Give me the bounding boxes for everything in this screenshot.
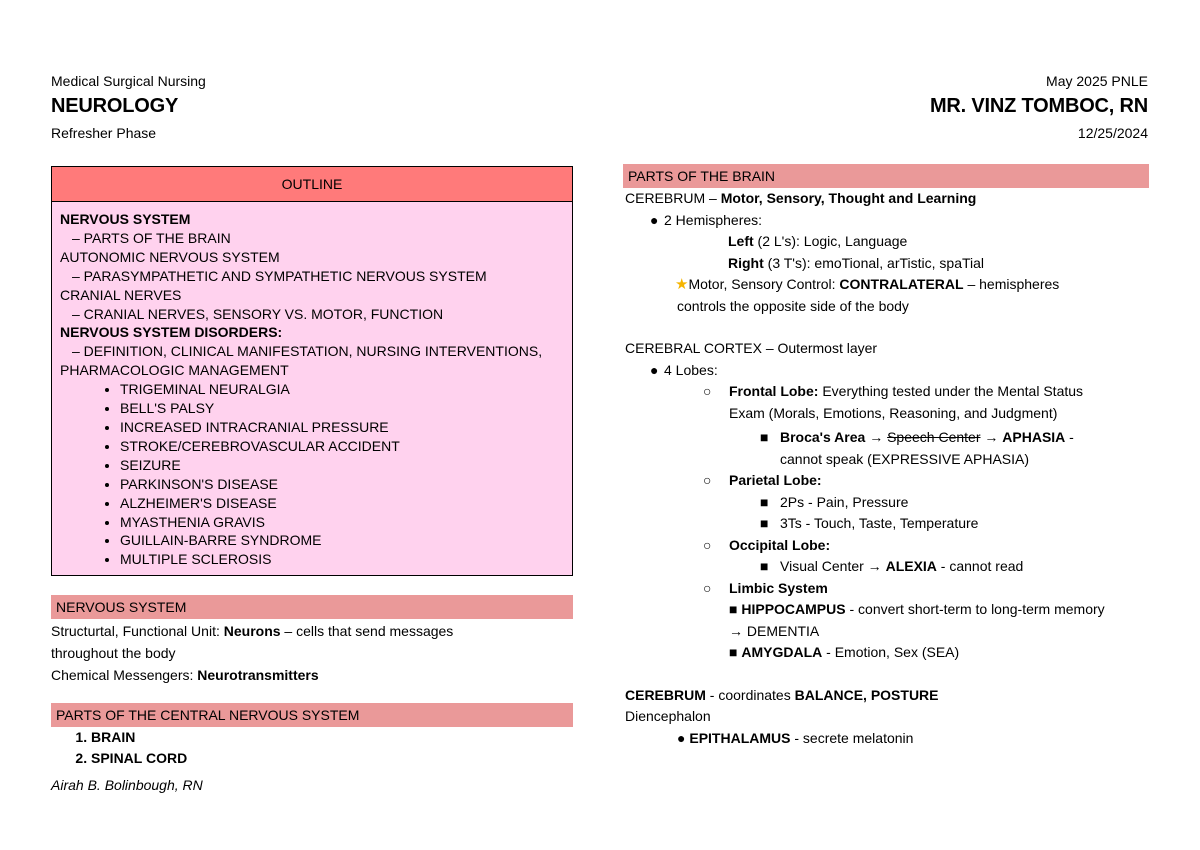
text: (3 T's): emoTional, arTistic, spaTial — [763, 254, 985, 271]
text: CEREBRUM – — [625, 190, 721, 206]
text-bold: BALANCE, POSTURE — [794, 686, 939, 703]
section-band-brain: PARTS OF THE BRAIN — [623, 164, 1149, 188]
outline-subitem: PHARMACOLOGIC MANAGEMENT — [60, 362, 289, 379]
text-bold: Left — [728, 233, 754, 249]
outline-subitem: – DEFINITION, CLINICAL MANIFESTATION, NURSING INTERVENTIONS, — [72, 343, 543, 360]
list-item: • STROKE/CEREBROVASCULAR ACCIDENT — [120, 437, 564, 456]
list-item: 1. BRAIN — [91, 727, 187, 748]
text: Visual Center → — [780, 558, 886, 574]
outline-subitem: – PARASYMPATHETIC AND SYMPATHETIC NERVOUS SYSTEM — [72, 267, 487, 284]
list-item: • MYASTHENIA GRAVIS — [120, 513, 564, 532]
disorders-list — [60, 380, 564, 569]
nervous-text — [51, 620, 571, 686]
author: Airah B. Bolinbough, RN — [51, 777, 203, 793]
text-bold: Right — [728, 254, 764, 271]
list-item: • MULTIPLE SCLEROSIS — [120, 550, 564, 569]
text-bold: Parietal Lobe: — [729, 472, 822, 488]
brain-content: CEREBRUM – Motor, Sensory, Thought and Learning ● 2 Hemispheres: Left (2 L's): Logic, Language Right (3 T's): emoTional, arTistic, spaTial ★Motor, Sensory Control: CONTRALATERAL – hemispheres controls the opposite side of the body CEREBRAL CORTEX – Outermost layer ● 4 Lobes: ○ Frontal Lobe: Everything tested under the Mental Status Exam (Morals, Emotions, Reasoning, and Judgment) ■ Broca's Area → Speech Center → APHASIA - cannot speak (EXPRESSIVE APHASIA) ○ Parietal Lobe: ■ 2Ps - Pain, Pressure ■ 3Ts - Touch, Taste, Temperature ○ Occipital Lobe: ■ Visual Center → ALEXIA - cannot read ○ Limbic System ■ HIPPOCAMPUS - convert short-term to long-term memory → DEMENTIA ■ AMYGDALA - Emotion, Sex (SEA) CEREBRUM - coordinates BALANCE, POSTURE Diencephalon ● EPITHALAMUS - secrete melatonin — [625, 188, 1155, 749]
lecturer-name: MR. VINZ TOMBOC, RN — [929, 95, 1148, 117]
outline-subitem: – CRANIAL NERVES, SENSORY VS. MOTOR, FUNCTION — [72, 305, 444, 322]
phase-label: Refresher Phase — [51, 125, 157, 141]
text: Structurtal, Functional Unit: — [51, 623, 224, 639]
text: Everything tested under the Mental Status — [818, 383, 1084, 399]
text: - coordinates — [705, 686, 795, 703]
text-bold: Limbic System — [729, 579, 828, 596]
text-strike: Speech Center — [887, 429, 981, 445]
list-item: • BELL'S PALSY — [120, 399, 564, 418]
section-band-cns: PARTS OF THE CENTRAL NERVOUS SYSTEM — [51, 703, 573, 727]
text-bold: Frontal Lobe: — [729, 383, 819, 399]
text: (2 L's): Logic, Language — [753, 233, 908, 249]
text: 2Ps - Pain, Pressure — [780, 493, 909, 510]
list-item: 2. SPINAL CORD — [91, 748, 187, 769]
text: - Emotion, Sex (SEA) — [822, 644, 960, 660]
text-bold: HIPPOCAMPUS — [741, 601, 846, 617]
list-item: • INCREASED INTRACRANIAL PRESSURE — [120, 418, 564, 437]
cns-list-wrap — [51, 727, 187, 769]
text-bold: Occipital Lobe: — [729, 536, 831, 553]
outline-box — [51, 166, 573, 576]
star-icon: ★ — [675, 276, 689, 293]
text-bold: CEREBRUM — [625, 686, 706, 703]
text: controls the opposite side of the body — [677, 297, 909, 314]
text: CEREBRAL CORTEX — [625, 340, 762, 356]
text: – hemispheres — [963, 276, 1060, 292]
arrow-right-icon: → — [980, 429, 1003, 445]
text-bold: AMYGDALA — [741, 644, 823, 660]
exam-label: May 2025 PNLE — [1046, 73, 1148, 89]
list-item: • PARKINSON'S DISEASE — [120, 475, 564, 494]
text: → DEMENTIA — [729, 622, 820, 639]
outline-item: AUTONOMIC NERVOUS SYSTEM — [60, 248, 280, 265]
outline-item: NERVOUS SYSTEM — [60, 211, 191, 227]
text: - cannot read — [936, 558, 1024, 574]
header-left — [51, 72, 206, 142]
outline-item: NERVOUS SYSTEM DISORDERS: — [60, 324, 283, 341]
section-band-nervous: NERVOUS SYSTEM — [51, 595, 573, 619]
outline-title: OUTLINE — [52, 167, 572, 202]
text: Motor, Sensory Control: — [688, 276, 840, 292]
list-item: • ALZHEIMER'S DISEASE — [120, 494, 564, 513]
text: Chemical Messengers: — [51, 667, 198, 683]
text: 4 Lobes: — [664, 361, 718, 378]
text-bold: Motor, Sensory, Thought and Learning — [720, 190, 977, 206]
text-bold: Neurotransmitters — [197, 667, 319, 683]
text: - secrete melatonin — [790, 729, 914, 746]
outline-subitem: – PARTS OF THE BRAIN — [72, 229, 231, 246]
date-label: 12/25/2024 — [1077, 125, 1148, 141]
text-bold: Broca's Area — [780, 429, 866, 445]
header-right — [930, 72, 1148, 142]
text: Diencephalon — [625, 708, 711, 724]
text: – Outermost layer — [761, 340, 878, 356]
text: Exam (Morals, Emotions, Reasoning, and Judgment) — [729, 404, 1058, 421]
text-bold: ALEXIA — [885, 558, 937, 574]
list-item: • TRIGEMINAL NEURALGIA — [120, 380, 564, 399]
cns-list — [51, 727, 187, 769]
text: throughout the body — [51, 645, 176, 661]
text: 2 Hemispheres: — [664, 211, 763, 228]
course-name: Medical Surgical Nursing — [51, 73, 206, 89]
text: - convert short-term to long-term memory — [845, 601, 1105, 617]
text-bold: EPITHALAMUS — [689, 729, 791, 746]
text: – cells that send messages — [280, 623, 454, 639]
text-bold: APHASIA — [1002, 429, 1066, 445]
text: cannot speak (EXPRESSIVE APHASIA) — [780, 450, 1030, 467]
text-bold: CONTRALATERAL — [839, 276, 964, 292]
text: 3Ts - Touch, Taste, Temperature — [780, 515, 979, 531]
list-item: • GUILLAIN-BARRE SYNDROME — [120, 531, 564, 550]
text: - — [1065, 429, 1074, 445]
topic-title: NEUROLOGY — [51, 95, 179, 117]
outline-body — [52, 202, 572, 569]
list-item: • SEIZURE — [120, 456, 564, 475]
arrow-right-icon: → — [865, 429, 888, 445]
text-bold: Neurons — [223, 623, 281, 639]
outline-item: CRANIAL NERVES — [60, 286, 182, 303]
